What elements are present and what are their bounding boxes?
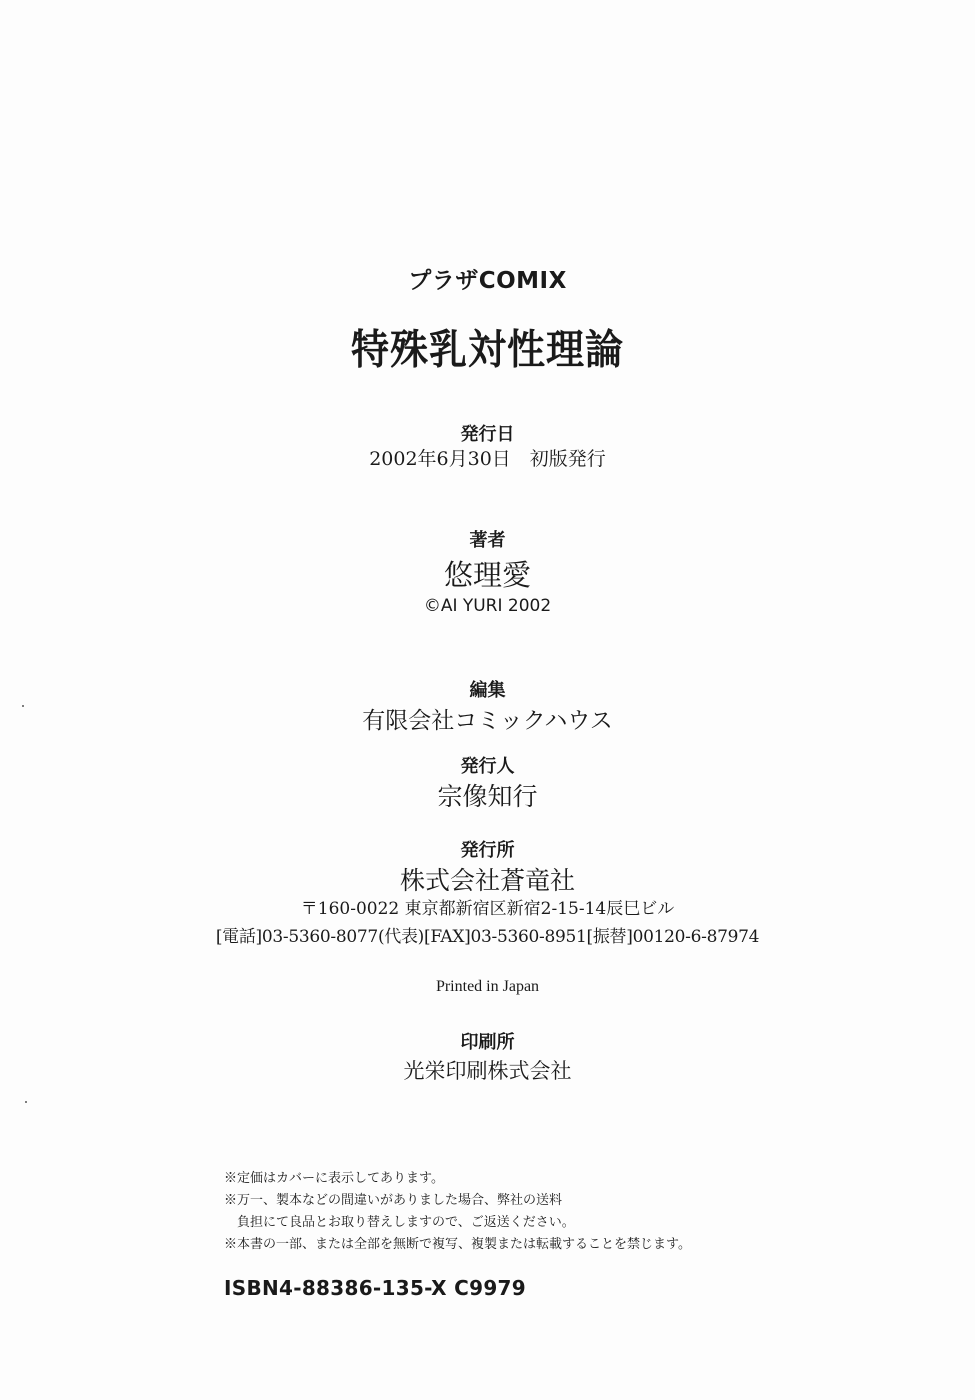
- isbn-code: ISBN4-88386-135-X C9979: [224, 1276, 526, 1300]
- publisher-contact: [電話]03-5360-8077(代表)[FAX]03-5360-8951[振替]00120-6-87974: [215, 927, 760, 947]
- series-name: プラザCOMIX: [408, 268, 567, 294]
- editor-value: 有限会社コミックハウス: [362, 708, 613, 734]
- book-title: 特殊乳対性理論: [350, 325, 624, 374]
- printed-in-line: Printed in Japan: [435, 978, 540, 995]
- publication-date-value: 2002年6月30日 初版発行: [369, 448, 606, 470]
- publisher-heading: 発行所: [460, 840, 515, 861]
- note-line: ※本書の一部、または全部を無断で複写、複製または転載することを禁じます。: [224, 1237, 691, 1252]
- editor-heading: 編集: [469, 680, 506, 701]
- author-heading: 著者: [469, 530, 506, 551]
- copyright-line: ©AI YURI 2002: [423, 596, 552, 616]
- notes-block: [224, 1168, 691, 1256]
- issuer-value: 宗像知行: [437, 782, 538, 811]
- printer-value: 光栄印刷株式会社: [403, 1059, 572, 1083]
- scan-speck: [22, 705, 24, 707]
- publication-date-heading: 発行日: [460, 424, 515, 445]
- publisher-address: 〒160-0022 東京都新宿区新宿2-15-14辰巳ビル: [300, 899, 675, 919]
- printer-heading: 印刷所: [460, 1032, 515, 1053]
- author-name: 悠理愛: [443, 558, 531, 592]
- note-line: 負担にて良品とお取り替えしますので、ご返送ください。: [237, 1215, 575, 1230]
- note-line: ※万一、製本などの間違いがありました場合、弊社の送料: [224, 1193, 563, 1208]
- note-line: ※定価はカバーに表示してあります。: [224, 1171, 444, 1186]
- issuer-heading: 発行人: [460, 756, 515, 777]
- scan-speck: [25, 1101, 27, 1103]
- publisher-name: 株式会社蒼竜社: [399, 866, 575, 895]
